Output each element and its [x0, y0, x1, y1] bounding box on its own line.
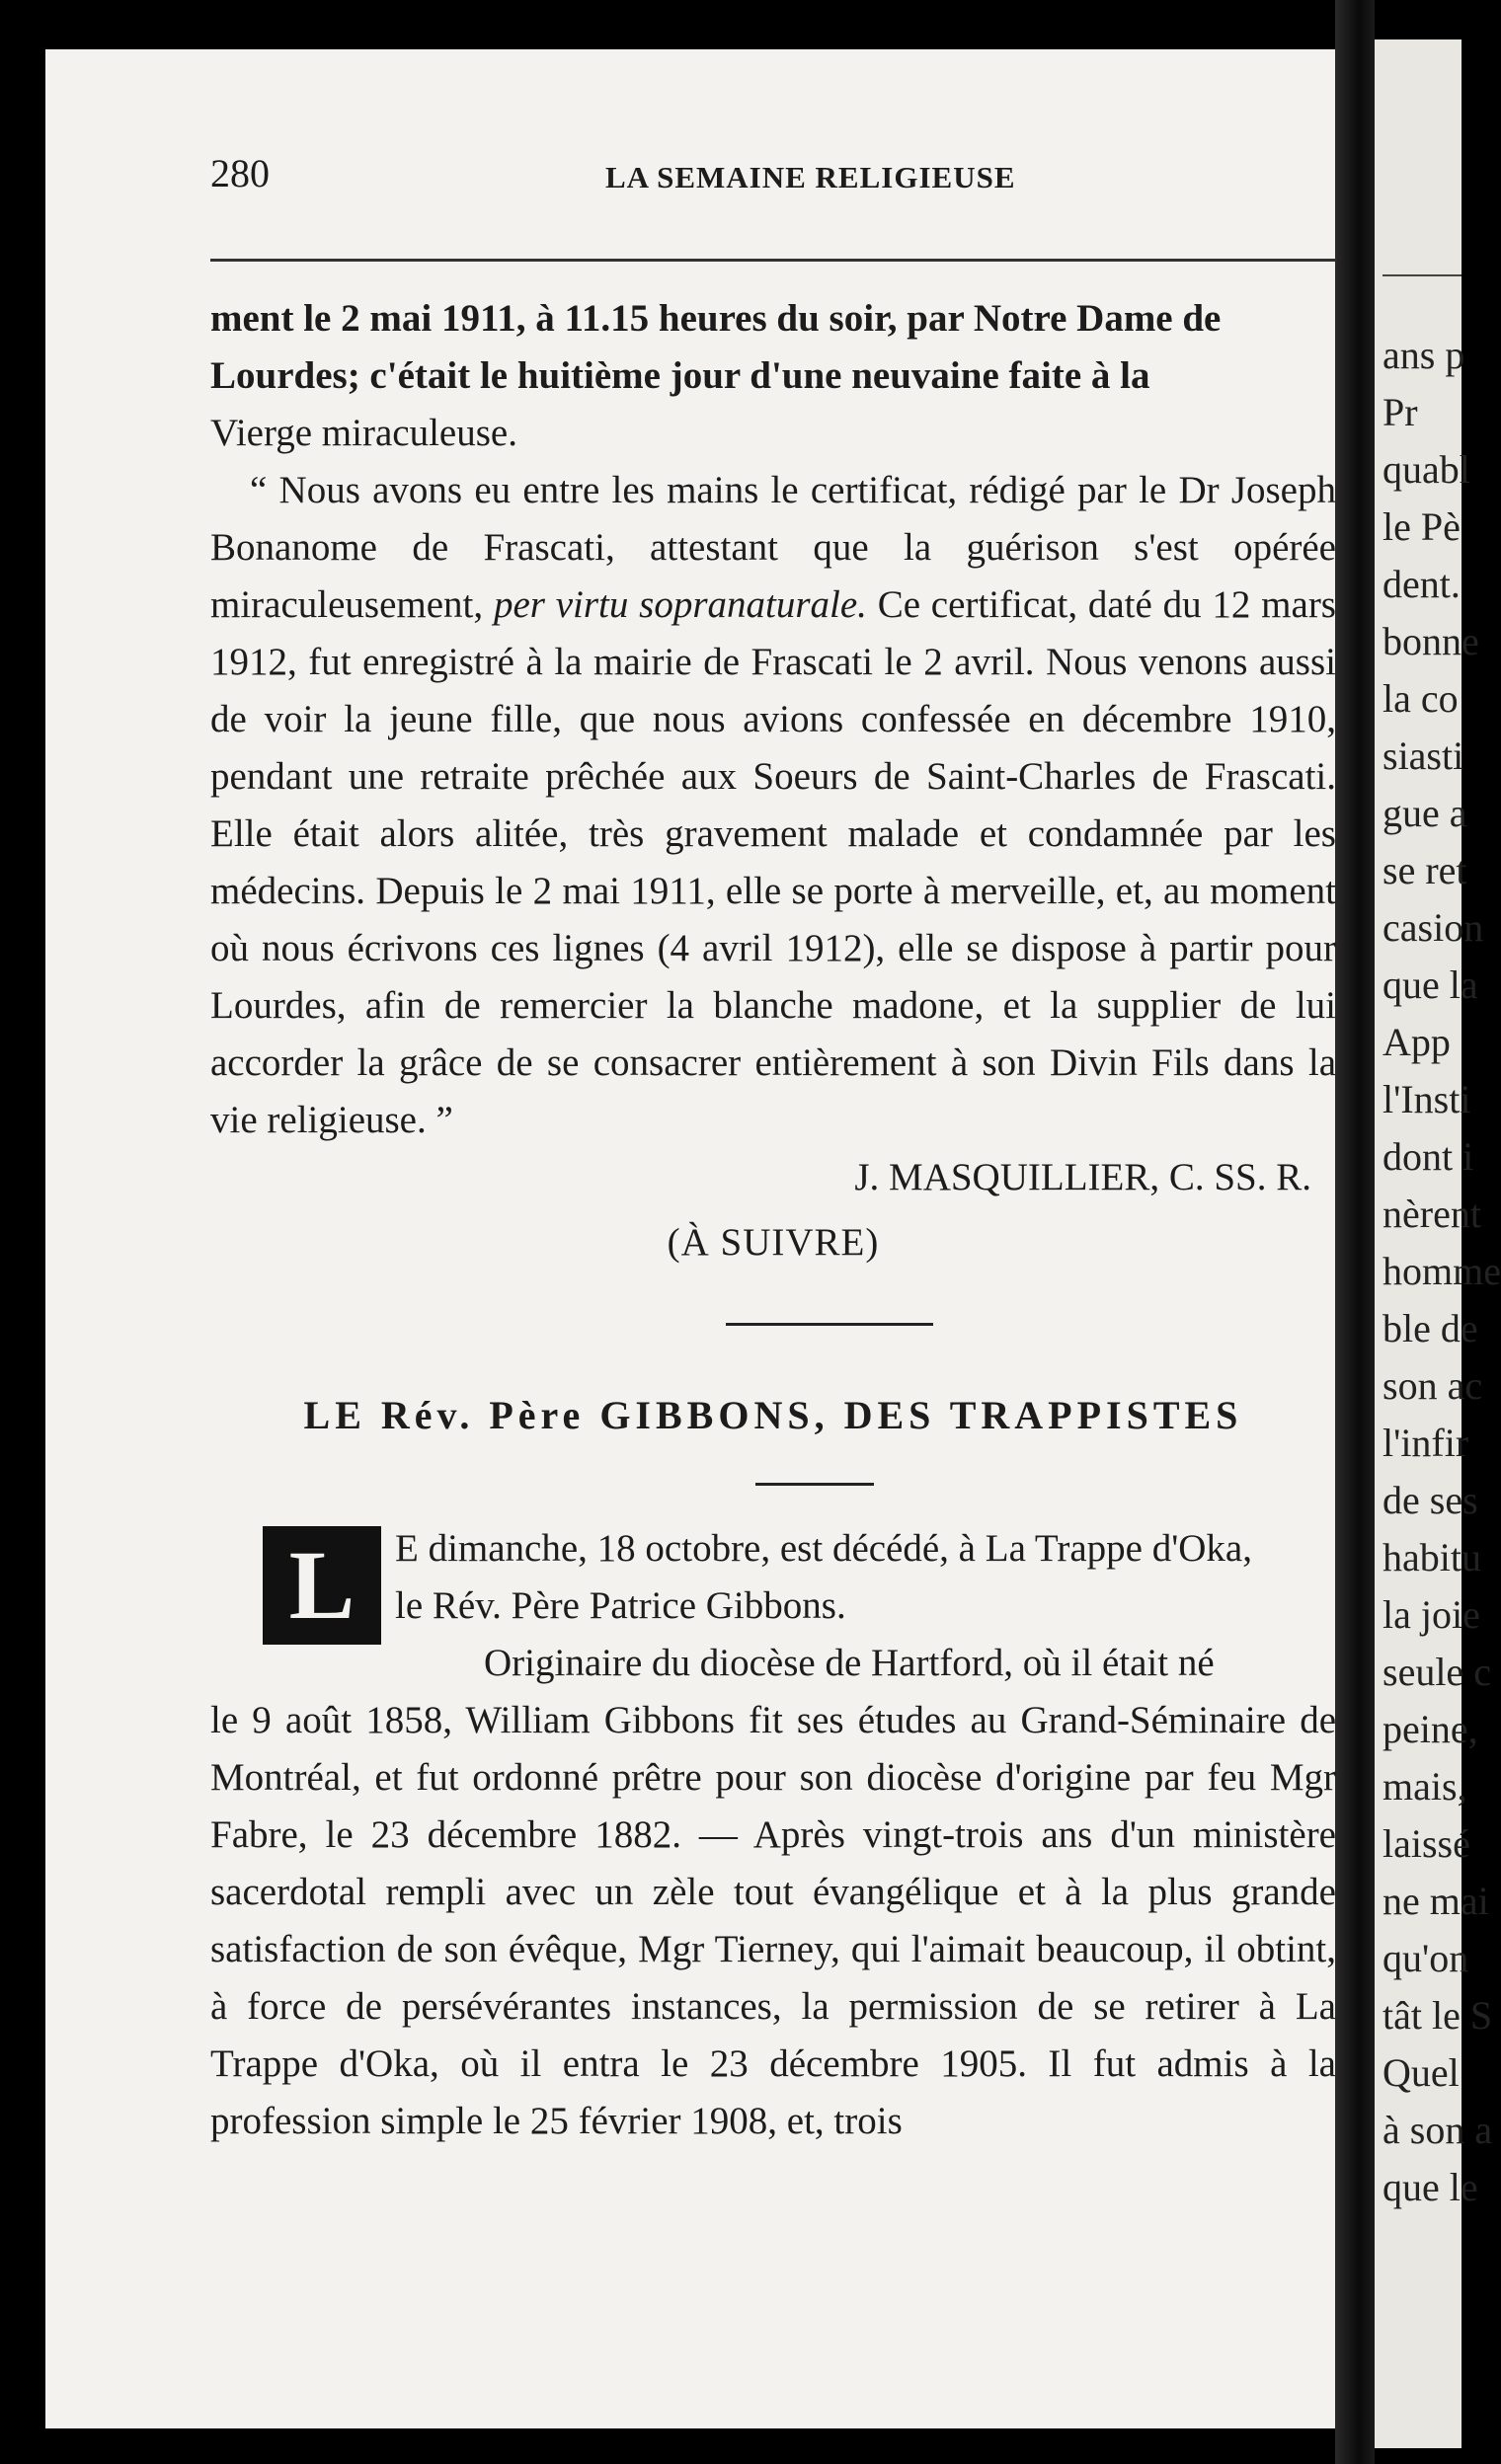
- drop-cap: L: [263, 1526, 381, 1645]
- next-page-fragment: dent.: [1382, 562, 1461, 606]
- next-page-fragment: laissé: [1382, 1821, 1470, 1866]
- next-page-fragment: seule c: [1382, 1650, 1491, 1694]
- next-page-fragment: App: [1382, 1020, 1451, 1064]
- obituary-opening: [395, 1520, 1338, 1692]
- next-page-fragment: la co: [1382, 676, 1459, 721]
- next-page-fragment: l'Insti: [1382, 1077, 1471, 1121]
- next-page-header-rule: [1382, 274, 1462, 276]
- next-page-fragment: de ses: [1382, 1478, 1478, 1522]
- next-page-fragment: son ac: [1382, 1363, 1483, 1408]
- signature: J. MASQUILLIER, C. SS. R.: [854, 1156, 1311, 1198]
- next-page-fragment: qu'on: [1382, 1936, 1469, 1980]
- text-line: Originaire du diocèse de Hartford, où il était né: [484, 1642, 1215, 1684]
- obituary-body: [210, 1692, 1336, 2150]
- next-page-fragment: homme: [1382, 1249, 1501, 1293]
- text-line: le Rév. Père Patrice Gibbons.: [395, 1584, 846, 1627]
- text-line: Lourdes; c'était le huitième jour d'une neuvaine faite à la: [210, 354, 1150, 397]
- text-line: Vierge miraculeuse.: [210, 412, 517, 454]
- next-page-fragment: quabl: [1382, 447, 1470, 492]
- next-page-fragment: habitu: [1382, 1535, 1481, 1579]
- section-rule: [726, 1323, 933, 1326]
- paragraph-continuation: [210, 290, 1336, 1271]
- next-page-fragment: Quel: [1382, 2050, 1460, 2095]
- next-page-fragment: l'infir: [1382, 1421, 1469, 1465]
- next-page-fragment: peine,: [1382, 1707, 1478, 1751]
- next-page-fragment: le Pè: [1382, 504, 1461, 549]
- page-number: 280: [210, 151, 270, 195]
- next-page-fragment: mais,: [1382, 1764, 1467, 1809]
- text-line: E dimanche, 18 octobre, est décédé, à La Trappe d'Oka,: [395, 1527, 1252, 1570]
- next-page-fragment: que le: [1382, 2165, 1478, 2209]
- next-page-fragment: casion: [1382, 905, 1484, 950]
- article-title: LE Rév. Père GIBBONS, DES TRAPPISTES: [303, 1393, 1243, 1437]
- next-page-fragment: nèrent: [1382, 1192, 1481, 1236]
- to-be-continued: (À SUIVRE): [667, 1221, 880, 1264]
- next-page-fragment: se ret: [1382, 848, 1467, 892]
- next-page-fragment: ne mai: [1382, 1879, 1489, 1923]
- header-rule: [210, 259, 1336, 262]
- text-line: [210, 347, 1336, 405]
- book-gutter: [1335, 0, 1375, 2464]
- next-page-fragment: la joie: [1382, 1592, 1480, 1637]
- quote-paragraph: [210, 462, 1336, 1149]
- next-page-fragment: siasti: [1382, 733, 1464, 778]
- page-header: [210, 150, 1336, 209]
- text-line: ment le 2 mai 1911, à 11.15 heures du soir, par Notre Dame de: [210, 297, 1222, 340]
- running-head: LA SEMAINE RELIGIEUSE: [605, 160, 1016, 194]
- next-page-fragment: à son a: [1382, 2108, 1493, 2152]
- next-page-fragment: que la: [1382, 962, 1478, 1007]
- next-page-sliver: [1375, 39, 1501, 2448]
- next-page-fragment: tât le S: [1382, 1993, 1493, 2038]
- next-page-fragment: bonne: [1382, 619, 1479, 663]
- next-page-fragment: ans p: [1382, 333, 1465, 377]
- quote-italic: per virtu sopranaturale.: [493, 583, 867, 626]
- next-page-fragment: gue a: [1382, 791, 1467, 835]
- next-page-fragment: Pr: [1382, 390, 1418, 434]
- next-page-fragment: ble de: [1382, 1306, 1478, 1350]
- obituary-text: le 9 août 1858, William Gibbons fit ses études au Grand-Séminaire de Montréal, et fut ordonné prêtre pour son diocèse d'origine par feu Mgr Fabre, le 23 décembre 1882. — Après vingt-trois ans d'un ministère sacerdotal rempli avec un zèle tout évangélique et à la plus grande satisfaction de son évêque, Mgr Tierney, qui l'aimait beaucoup, il obtint, à force de persévérantes instances, la permission de se retirer à La Trappe d'Oka, où il entra le 23 décembre 1905. Il fut admis à la profession simple le 25 février 1908, et, trois: [210, 1699, 1336, 2142]
- quote-text: “ Nous avons eu entre les mains le certificat, rédigé par le Dr Joseph Bonanome de Frascati, attestant que la guérison s'est opérée miraculeusement,: [210, 469, 1336, 626]
- title-rule: [755, 1483, 874, 1486]
- quote-text: Ce certificat, daté du 12 mars 1912, fut enregistré à la mairie de Frascati le 2 avril. Nous venons aussi de voir la jeune fille, que nous avions confessée en décembre 1910, pendant une retraite prêchée aux Soeurs de Saint-Charles de Frascati. Elle était alors alitée, très gravement malade et condamnée par les médecins. Depuis le 2 mai 1911, elle se porte à merveille, et, au moment où nous écrivons ces lignes (4 avril 1912), elle se dispose à partir pour Lourdes, afin de remercier la blanche madone, et la supplier de lui accorder la grâce de se consacrer entièrement à son Divin Fils dans la vie religieuse. ”: [210, 583, 1336, 1141]
- next-page-fragment: dont i: [1382, 1134, 1474, 1179]
